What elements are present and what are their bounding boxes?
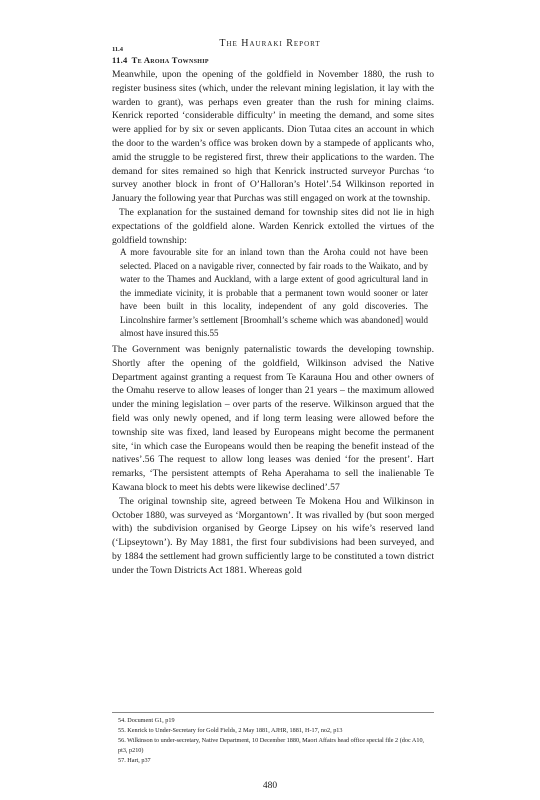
running-head: The Hauraki Report [219, 38, 321, 49]
footnote: 57. Hart, p37 [118, 757, 151, 764]
page-number: 480 [262, 781, 278, 791]
footnote: 54. Document G1, p19 [118, 717, 175, 724]
body-text-top [112, 68, 434, 247]
paragraph: Meanwhile, upon the opening of the goldfield in November 1880, the rush to register business sites (which, under the relevant mining legislation, it lay with the warden to grant), was perhaps even greater than the rush for mining claims. Kenrick reported ‘considerable difficulty’ in meeting the demand, and some sites were applied for by six or seven applicants. Dion Tutaa cites an account in which the door to the warden’s office was broken down by a stampede of applicants who, amid the struggle to be registered first, threw their applications to the warden. The demand for sites remained so high that Kenrick instructed surveyor Purchas ‘to survey another block in front of O’Halloran’s Hotel’.54 Wilkinson reported in January the following year that Purchas was still engaged on work at the township. [112, 69, 434, 205]
section-heading-title: Te Aroha Township [131, 55, 209, 65]
block-quote: A more favourable site for an inland town than the Aroha could not have been selected. Placed on a navigable river, connected by fair roads to the Waikato, and by water to the Thames and Auckland, with a large extent of good agricultural land in the immediate vicinity, it is probable that a permanent town would sooner or later have been built in this locality, independent of any gold discoveries. The Lincolnshire farmer’s settlement [Broomhall’s scheme which was abandoned] would almost have insured this.55 [120, 247, 428, 338]
footnote: 56. Wilkinson to under-secretary, Native Department, 10 December 1880, Maori Affairs head office special file 2 (doc A10, pt3, p210) [118, 737, 425, 754]
footnote-divider [112, 712, 434, 713]
body-text-bottom [112, 343, 434, 578]
footnote: 55. Kenrick to Under-Secretary for Gold Fields, 2 May 1881, AJHR, 1881, H-17, no2, p13 [118, 727, 343, 734]
footnotes [118, 716, 434, 766]
section-heading-number: 11.4 [112, 55, 128, 65]
section-number: 11.4 [112, 46, 124, 53]
paragraph: The original township site, agreed between Te Mokena Hou and Wilkinson in October 1880, was surveyed as ‘Morgantown’. It was rivalled by (but soon merged with) the subdivision organised by George Lipsey on his wife’s reserved land (‘Lipseytown’). By May 1881, the first four subdivisions had been surveyed, and by 1884 the settlement had grown sufficiently large to be constituted a town district under the Town Districts Act 1881. Whereas gold [112, 495, 434, 576]
paragraph: The explanation for the sustained demand for township sites did not lie in high expectations of the goldfield alone. Warden Kenrick extolled the virtues of the goldfield township: [112, 206, 434, 246]
section-heading [112, 55, 213, 65]
paragraph: The Government was benignly paternalistic towards the developing township. Shortly after the opening of the goldfield, Wilkinson advised the Native Department against granting a request from Te Karauna Hou and other owners of the Omahu reserve to allow leases of longer than 21 years – the maximum allowed under the mining legislation – over parts of the reserve. Wilkinson argued that the field was only newly opened, and if long term leasing were allowed before the township site was fixed, land leased by Europeans might become the permanent site, ‘in which case the Europeans would then be reaping the benefit instead of the natives’.56 The request to allow long leases was denied ‘for the present’. Hart remarks, ‘The persistent attempts of Reha Aperahama to sell the inalienable Te Kawana block to meet his debts were likewise declined’.57 [112, 344, 434, 493]
